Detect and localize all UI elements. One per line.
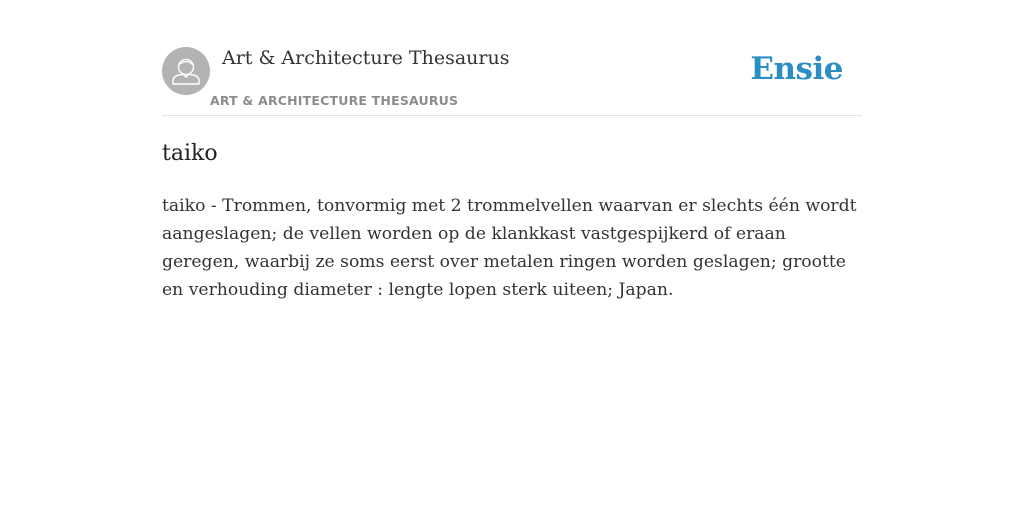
user-silhouette-icon — [162, 47, 210, 95]
header — [162, 0, 862, 116]
entry-title: taiko — [162, 141, 218, 166]
source-subtitle[interactable]: ART & ARCHITECTURE THESAURUS — [210, 93, 459, 108]
brand-logo[interactable]: Ensie — [750, 51, 843, 87]
source-title[interactable]: Art & Architecture Thesaurus — [222, 47, 510, 69]
content-container — [162, 0, 862, 300]
avatar[interactable] — [162, 47, 210, 95]
entry-definition: taiko - Trommen, tonvormig met 2 trommelvellen waarvan er slechts één wordt aangeslagen; de vellen worden op de klankkast vastgespijkerd of eraan geregen, waarbij ze soms eerst over metalen ringen worden geslagen; grootte en verhouding diameter : lengte lopen sterk uiteen; Japan. — [162, 196, 857, 300]
